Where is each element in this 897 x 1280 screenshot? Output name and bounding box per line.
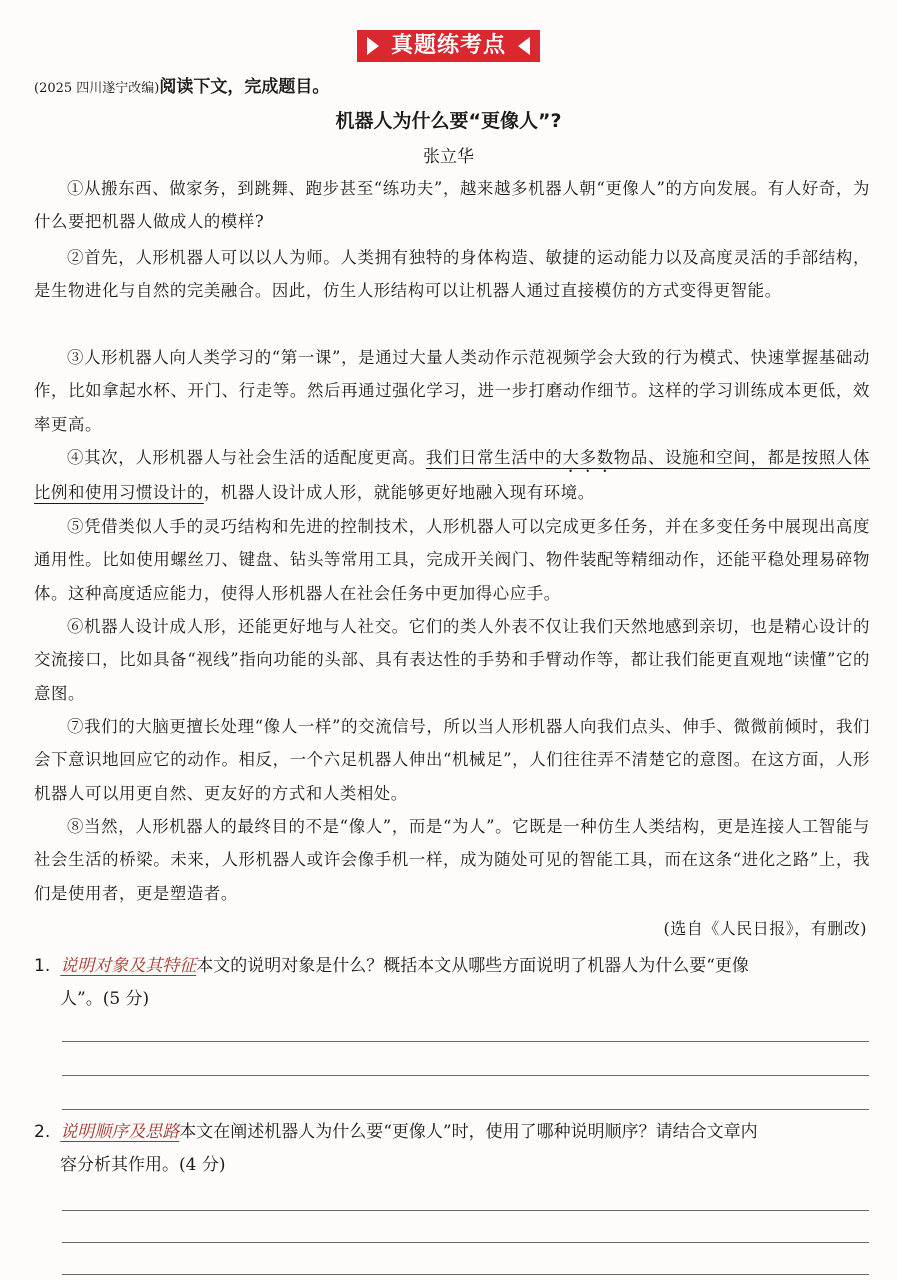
arrow-left-icon [518, 37, 530, 55]
section-banner [357, 30, 540, 62]
paragraph-6: ⑥机器人设计成人形，还能更好地与人社交。它们的类人外表不仅让我们天然地感到亲切，也是精心设计的交流接口，比如具备“视线”指向功能的头部、具有表达性的手势和手臂动作等，都让我们能更直观地“读懂”它的意图。 [34, 617, 870, 703]
paragraph-2: ②首先，人形机器人可以以人为师。人类拥有独特的身体构造、敏捷的运动能力以及高度灵活的手部结构，是生物进化与自然的完美融合。因此，仿生人形结构可以让机器人通过直接模仿的方式变得更智能。 [34, 248, 870, 301]
article-author: 张立华 [423, 147, 474, 167]
source-note: (选自《人民日报》，有删改) [663, 919, 867, 938]
underlined-sentence-part-1: 我们日常生活中的 [425, 448, 563, 467]
question-text-cont: 人”。(5 分) [60, 989, 150, 1009]
paragraph-1: ①从搬东西、做家务，到跳舞、跑步甚至“练功夫”，越来越多机器人朝“更像人”的方向发展。有人好奇，为什么要把机器人做成人的模样? [34, 179, 870, 232]
paragraph-4-tail: ，机器人设计成人形，就能够更好地融入现有环境。 [203, 483, 595, 502]
question-tag: 说明对象及其特征 [60, 956, 197, 976]
paragraph-3: ③人形机器人向人类学习的“第一课”，是通过大量人类动作示范视频学会大致的行为模式、快速掌握基础动作，比如拿起水杯、开门、行走等。然后再通过强化学习，进一步打磨动作细节。这样的学习训练成本更低，效率更高。 [34, 348, 870, 434]
paragraph-4-lead: ④其次，人形机器人与社会生活的适配度更高。 [67, 448, 426, 467]
answer-line[interactable] [62, 1075, 869, 1076]
answer-line[interactable] [62, 1242, 869, 1243]
question-text: 本文的说明对象是什么？概括本文从哪些方面说明了机器人为什么要“更像 [196, 956, 749, 976]
answer-line[interactable] [62, 1210, 869, 1211]
paragraph-4 [34, 441, 870, 509]
paragraph-7: ⑦我们的大脑更擅长处理“像人一样”的交流信号，所以当人形机器人向我们点头、伸手、微微前倾时，我们会下意识地回应它的动作。相反，一个六足机器人伸出“机械足”，人们往往弄不清楚它的意图。在这方面，人形机器人可以用更自然、更友好的方式和人类相处。 [34, 717, 870, 803]
question-1 [34, 950, 870, 1016]
question-text: 本文在阐述机器人为什么要“更像人”时，使用了哪种说明顺序？请结合文章内 [179, 1122, 758, 1142]
question-number: 2. [34, 1122, 51, 1142]
answer-line[interactable] [62, 1041, 869, 1042]
answer-line[interactable] [62, 1274, 869, 1275]
source-line [34, 76, 870, 100]
article-title: 机器人为什么要“更像人”? [335, 110, 562, 132]
question-text-cont: 容分析其作用。(4 分) [60, 1155, 226, 1175]
question-tag: 说明顺序及思路 [60, 1122, 180, 1142]
answer-line[interactable] [62, 1109, 869, 1110]
paragraph-8: ⑧当然，人形机器人的最终目的不是“像人”，而是“为人”。它既是一种仿生人类结构，更是连接人工智能与社会生活的桥梁。未来，人形机器人或许会像手机一样，成为随处可见的智能工具，而在这条“进化之路”上，我们是使用者，更是塑造者。 [34, 817, 870, 903]
banner-label: 真题练考点 [390, 33, 506, 58]
paragraph-5: ⑤凭借类似人手的灵巧结构和先进的控制技术，人形机器人可以完成更多任务，并在多变任务中展现出高度通用性。比如使用螺丝刀、键盘、钻头等常用工具，完成开关阀门、物件装配等精细动作，还能平稳处理易碎物体。这种高度适应能力，使得人形机器人在社会任务中更加得心应手。 [34, 517, 870, 603]
underlined-sentence-part-2: 物品、设施和空间，都是按照人体比例和使用习惯设计的 [34, 448, 870, 502]
question-2 [34, 1116, 870, 1182]
instruction: 阅读下文，完成题目。 [159, 77, 330, 97]
emphasized-word: 大多数 [562, 448, 614, 467]
source-tag: (2025 四川遂宁改编) [34, 81, 160, 96]
arrow-right-icon [367, 37, 379, 55]
question-number: 1. [34, 956, 51, 976]
banner-wrap [0, 30, 897, 62]
